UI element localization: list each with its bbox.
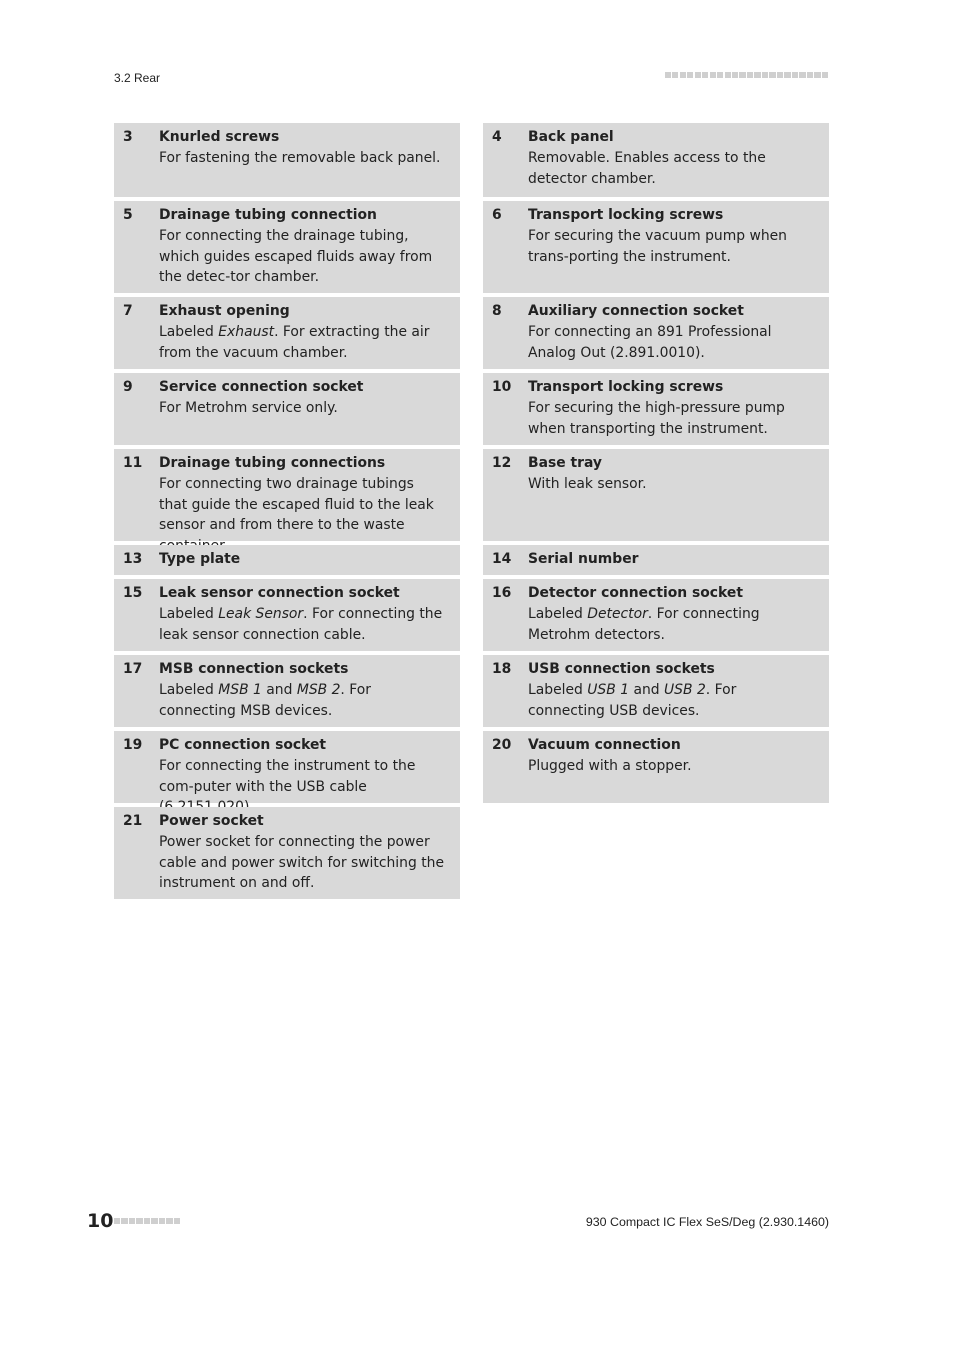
legend-item: 18 USB connection sockets Labeled USB 1 and USB 2. For connecting USB devices. [483, 655, 829, 727]
legend-item: 9 Service connection socket For Metrohm service only. [114, 373, 460, 445]
legend-item: 5 Drainage tubing connection For connecting the drainage tubing, which guides escaped fluids away from the detec-tor chamber. [114, 201, 460, 293]
legend-item: 14 Serial number [483, 545, 829, 575]
section-heading: 3.2 Rear [114, 71, 161, 85]
legend-item: 4 Back panel Removable. Enables access to the detector chamber. [483, 123, 829, 197]
legend-item: 16 Detector connection socket Labeled Detector. For connecting Metrohm detectors. [483, 579, 829, 651]
legend-item: 21 Power socket Power socket for connecting the power cable and power switch for switching the instrument on and off. [114, 807, 460, 899]
legend-item: 11 Drainage tubing connections For connecting two drainage tubings that guide the escaped fluid to the leak sensor and from there to the waste [114, 449, 460, 541]
legend-item: 12 Base tray With leak sensor. [483, 449, 829, 541]
document-title: 930 Compact IC Flex SeS/Deg (2.930.1460) [585, 1215, 829, 1229]
legend-item: 6 Transport locking screws For securing the vacuum pump when trans-porting the instrument. [483, 201, 829, 293]
legend-item: 19 PC connection socket For connecting the instrument to the com-puter with the USB cable [114, 731, 460, 803]
legend-item: 15 Leak sensor connection socket Labeled Leak Sensor. For connecting the leak sensor connection cable. [114, 579, 460, 651]
legend-item: 17 MSB connection sockets Labeled MSB 1 and MSB 2. For connecting MSB devices. [114, 655, 460, 727]
legend-item: 20 Vacuum connection Plugged with a stopper. [483, 731, 829, 803]
legend-item: 8 Auxiliary connection socket For connecting an 891 Professional Analog Out (2.891.0010). [483, 297, 829, 369]
right-column [483, 123, 829, 807]
footer-decoration [114, 1218, 180, 1224]
header-decoration [665, 72, 828, 78]
page-number: 10 [87, 1210, 114, 1232]
legend-item: 7 Exhaust opening Labeled Exhaust. For extracting the air from the vacuum chamber. [114, 297, 460, 369]
legend-item: 3 Knurled screws For fastening the removable back panel. [114, 123, 460, 197]
legend-item: 10 Transport locking screws For securing the high-pressure pump when transporting the instrument. [483, 373, 829, 445]
left-column [114, 123, 460, 903]
legend-item: 13 Type plate [114, 545, 460, 575]
